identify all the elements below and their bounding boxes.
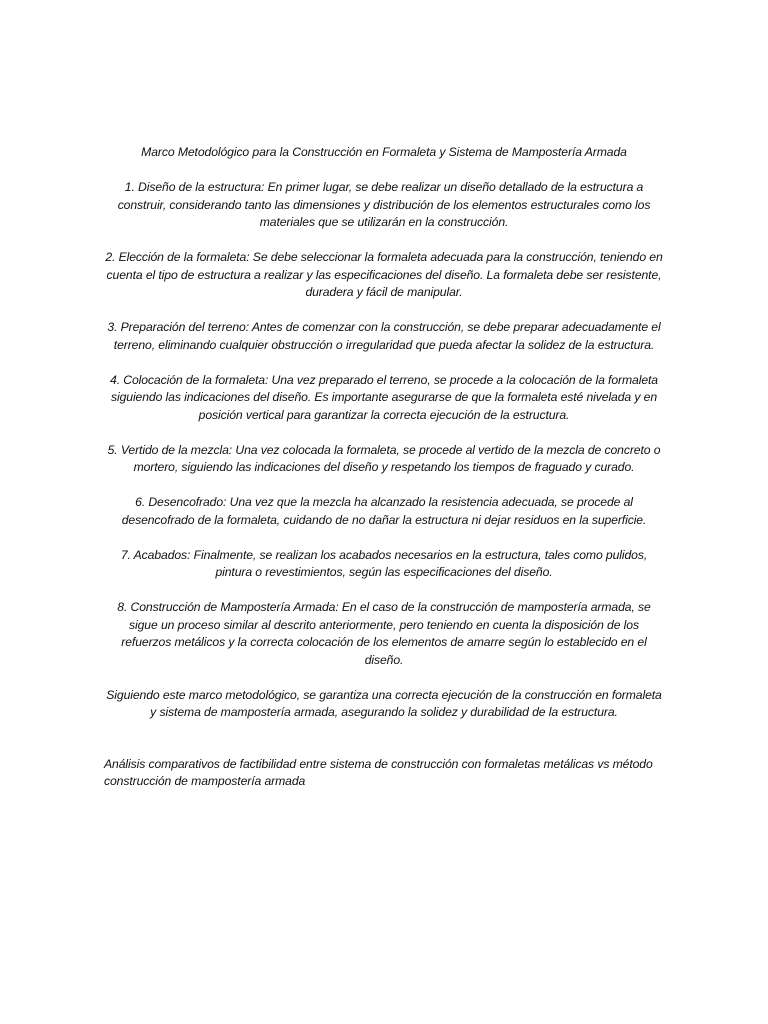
paragraph-step-7-acabados: 7. Acabados: Finalmente, se realizan los acabados necesarios en la estructura, tales como pulidos, pintura o revestimientos, según las especificaciones del diseño. <box>120 547 648 579</box>
paragraph-step-8-mamposteria-armada: 8. Construcción de Mampostería Armada: En el caso de la construcción de mampostería armada, se sigue un proceso similar al descrito anteriormente, pero teniendo en cuenta la disposición de los refuerzos metálicos y la correcta colocación de los elementos de amarre según lo establecido en el diseño. <box>117 600 651 667</box>
paragraph-step-4-colocacion-formaleta: 4. Colocación de la formaleta: Una vez preparado el terreno, se procede a la colocación de la formaleta siguiendo las indicaciones del diseño. Es importante asegurarse de que la formaleta esté nivelada y en posición vertical para garantizar la correcta ejecución de la estructura. <box>110 372 658 422</box>
closing-paragraph: Siguiendo este marco metodológico, se garantiza una correcta ejecución de la construcción en formaleta y sistema de mampostería armada, asegurando la solidez y durabilidad de la estructura. <box>106 687 662 719</box>
paragraph-step-5-vertido-mezcla: 5. Vertido de la mezcla: Una vez colocada la formaleta, se procede al vertido de la mezcla de concreto o mortero, siguiendo las indicaciones del diseño y respetando los tiempos de fraguado y curado. <box>107 442 661 474</box>
paragraph-step-2-eleccion-formaleta: 2. Elección de la formaleta: Se debe seleccionar la formaleta adecuada para la construcción, teniendo en cuenta el tipo de estructura a realizar y las especificaciones del diseño. La formaleta debe ser resistente, duradera y fácil de manipular. <box>105 250 663 299</box>
section-heading-analisis: Análisis comparativos de factibilidad entre sistema de construcción con formaletas metálicas vs método construcción de mampostería armada <box>104 756 653 788</box>
paragraph-step-3-preparacion-terreno: 3. Preparación del terreno: Antes de comenzar con la construcción, se debe preparar adecuadamente el terreno, eliminando cualquier obstrucción o irregularidad que pueda afectar la solidez de la estructura. <box>107 320 661 352</box>
document-title: Marco Metodológico para la Construcción en Formaleta y Sistema de Mampostería Armada <box>141 145 627 159</box>
paragraph-step-6-desencofrado: 6. Desencofrado: Una vez que la mezcla ha alcanzado la resistencia adecuada, se procede al desencofrado de la formaleta, cuidando de no dañar la estructura ni dejar residuos en la superficie. <box>121 495 647 527</box>
document-content <box>104 144 664 791</box>
paragraph-step-1-diseno: 1. Diseño de la estructura: En primer lugar, se debe realizar un diseño detallado de la estructura a construir, considerando tanto las dimensiones y distribución de los elementos estructurales como los materiales que se utilizarán en la construcción. <box>117 180 651 229</box>
